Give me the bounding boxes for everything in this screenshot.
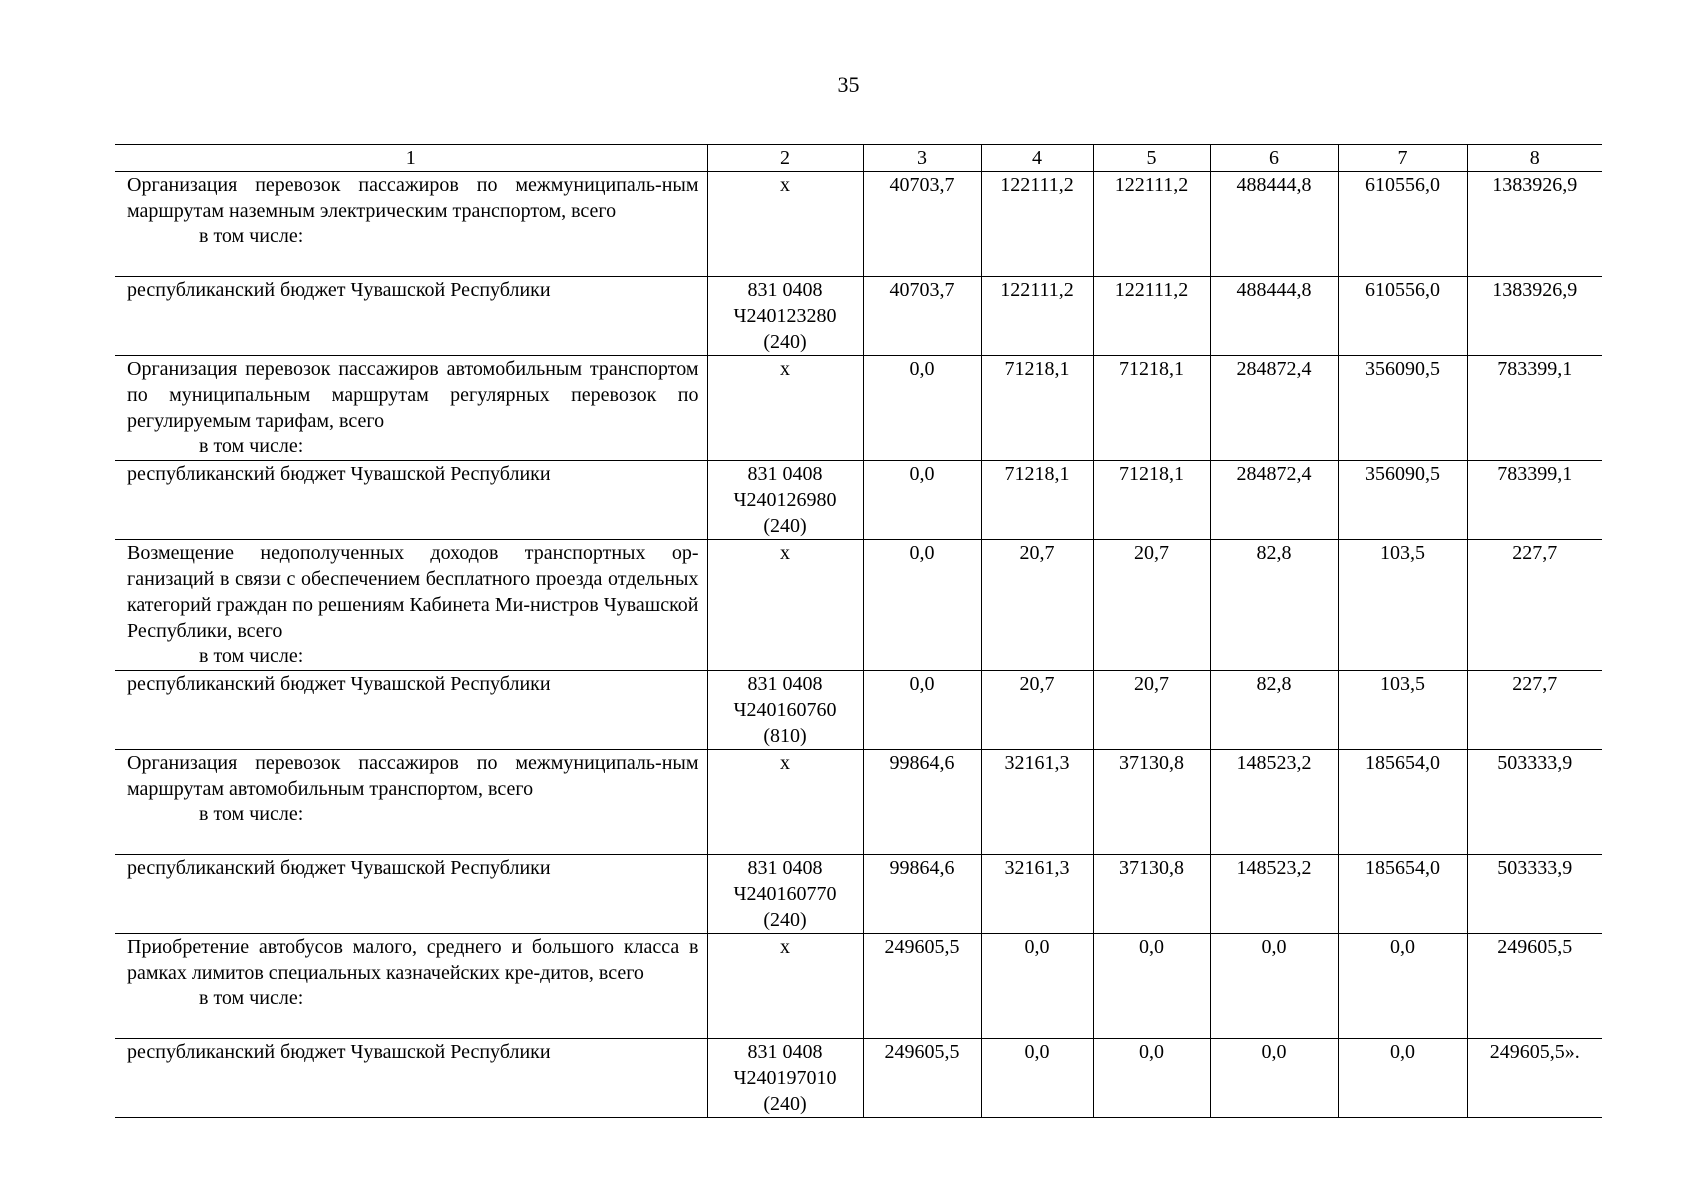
value-cell: 0,0 [1210, 934, 1338, 1039]
page-number: 35 [837, 72, 860, 97]
table-row-sub [115, 1039, 1602, 1118]
value-cell: 0,0 [1093, 1039, 1210, 1118]
value-cell: 356090,5 [1338, 356, 1467, 461]
row-name-cell [115, 934, 707, 1039]
value-cell: 503333,9 [1467, 750, 1602, 855]
budget-code-line: Ч240160760 [733, 699, 837, 721]
budget-code-line: Ч240160770 [733, 883, 837, 905]
budget-table [115, 144, 1602, 1118]
budget-code-line: Ч240197010 [733, 1067, 837, 1089]
value-cell: 610556,0 [1338, 172, 1467, 277]
sub-row-name: республиканский бюджет Чувашской Республики [115, 461, 707, 540]
value-cell: 1383926,9 [1467, 277, 1602, 356]
value-cell: 82,8 [1210, 540, 1338, 671]
header-cell: 6 [1210, 145, 1338, 172]
value-cell: 32161,3 [981, 750, 1093, 855]
row-name-cell [115, 540, 707, 671]
value-cell: 0,0 [1093, 934, 1210, 1039]
row-name-cell [115, 356, 707, 461]
sub-row-name: республиканский бюджет Чувашской Республики [115, 1039, 707, 1118]
value-cell: 610556,0 [1338, 277, 1467, 356]
value-cell: 783399,1 [1467, 461, 1602, 540]
value-cell: 0,0 [863, 540, 981, 671]
budget-code-cell [707, 1039, 863, 1118]
budget-code-line: Ч240126980 [733, 489, 837, 511]
value-cell: 284872,4 [1210, 461, 1338, 540]
budget-code-line: (240) [763, 515, 807, 537]
budget-code-cell [707, 356, 863, 461]
value-cell: 0,0 [863, 671, 981, 750]
value-cell: 37130,8 [1093, 750, 1210, 855]
budget-code-line: х [780, 936, 790, 958]
value-cell: 82,8 [1210, 671, 1338, 750]
value-cell: 71218,1 [981, 356, 1093, 461]
value-cell: 0,0 [981, 934, 1093, 1039]
header-cell: 3 [863, 145, 981, 172]
table-row-sub [115, 277, 1602, 356]
budget-code-cell [707, 671, 863, 750]
row-name-cell [115, 172, 707, 277]
budget-code-line: (240) [763, 1093, 807, 1115]
budget-code-cell [707, 172, 863, 277]
budget-code-line: Ч240123280 [733, 305, 837, 327]
table-row-main [115, 750, 1602, 855]
value-cell: 185654,0 [1338, 855, 1467, 934]
row-name-cell [115, 750, 707, 855]
budget-code-line: 831 0408 [747, 1041, 823, 1063]
value-cell: 227,7 [1467, 671, 1602, 750]
budget-code-cell [707, 540, 863, 671]
budget-code-cell [707, 855, 863, 934]
budget-code-cell [707, 750, 863, 855]
budget-code-line: 831 0408 [747, 279, 823, 301]
table-row-main [115, 934, 1602, 1039]
value-cell: 37130,8 [1093, 855, 1210, 934]
budget-code-line: (240) [763, 909, 807, 931]
value-cell: 99864,6 [863, 855, 981, 934]
table-row-sub [115, 671, 1602, 750]
value-cell: 103,5 [1338, 671, 1467, 750]
value-cell: 227,7 [1467, 540, 1602, 671]
table-row-main [115, 540, 1602, 671]
value-cell: 249605,5 [863, 934, 981, 1039]
header-cell: 2 [707, 145, 863, 172]
value-cell: 0,0 [1210, 1039, 1338, 1118]
value-cell: 249605,5 [863, 1039, 981, 1118]
value-cell: 783399,1 [1467, 356, 1602, 461]
budget-code-line: х [780, 542, 790, 564]
value-cell: 122111,2 [1093, 172, 1210, 277]
budget-code-cell [707, 934, 863, 1039]
value-cell: 0,0 [1338, 934, 1467, 1039]
value-cell: 488444,8 [1210, 277, 1338, 356]
row-name: Организация перевозок пассажиров по межмуниципаль-ным маршрутам автомобильным транспортом, всего [127, 752, 699, 800]
value-cell: 0,0 [863, 356, 981, 461]
sub-row-name: республиканский бюджет Чувашской Республики [115, 855, 707, 934]
table-header-row [115, 145, 1602, 172]
row-name: Организация перевозок пассажиров автомобильным транспортом по муниципальным маршрутам регулярных перевозок по регулируемым тарифам, всего [127, 358, 699, 432]
budget-code-line: 831 0408 [747, 673, 823, 695]
sub-row-name: республиканский бюджет Чувашской Республики [115, 277, 707, 356]
header-cell: 7 [1338, 145, 1467, 172]
value-cell: 503333,9 [1467, 855, 1602, 934]
budget-code-line: х [780, 358, 790, 380]
header-cell: 4 [981, 145, 1093, 172]
value-cell: 71218,1 [1093, 356, 1210, 461]
value-cell: 40703,7 [863, 277, 981, 356]
value-cell: 122111,2 [981, 172, 1093, 277]
value-cell: 249605,5». [1467, 1039, 1602, 1118]
value-cell: 0,0 [863, 461, 981, 540]
value-cell: 0,0 [981, 1039, 1093, 1118]
value-cell: 122111,2 [981, 277, 1093, 356]
value-cell: 185654,0 [1338, 750, 1467, 855]
value-cell: 0,0 [1338, 1039, 1467, 1118]
including-label: в том числе: [199, 645, 304, 667]
including-label: в том числе: [199, 803, 304, 825]
budget-code-cell [707, 277, 863, 356]
header-cell: 1 [115, 145, 707, 172]
budget-code-line: (240) [763, 331, 807, 353]
value-cell: 122111,2 [1093, 277, 1210, 356]
budget-code-line: 831 0408 [747, 463, 823, 485]
budget-code-line: (810) [763, 725, 807, 747]
value-cell: 356090,5 [1338, 461, 1467, 540]
value-cell: 20,7 [981, 671, 1093, 750]
table-row-sub [115, 855, 1602, 934]
header-cell: 5 [1093, 145, 1210, 172]
value-cell: 488444,8 [1210, 172, 1338, 277]
value-cell: 99864,6 [863, 750, 981, 855]
including-label: в том числе: [199, 435, 304, 457]
sub-row-name: республиканский бюджет Чувашской Республики [115, 671, 707, 750]
including-label: в том числе: [199, 225, 304, 247]
value-cell: 103,5 [1338, 540, 1467, 671]
table-row-main [115, 172, 1602, 277]
value-cell: 1383926,9 [1467, 172, 1602, 277]
budget-code-line: х [780, 752, 790, 774]
row-name: Организация перевозок пассажиров по межмуниципаль-ным маршрутам наземным электрическим транспортом, всего [127, 174, 699, 222]
value-cell: 71218,1 [1093, 461, 1210, 540]
budget-code-line: 831 0408 [747, 857, 823, 879]
value-cell: 32161,3 [981, 855, 1093, 934]
header-cell: 8 [1467, 145, 1602, 172]
table-row-sub [115, 461, 1602, 540]
value-cell: 249605,5 [1467, 934, 1602, 1039]
value-cell: 71218,1 [981, 461, 1093, 540]
value-cell: 40703,7 [863, 172, 981, 277]
value-cell: 20,7 [1093, 671, 1210, 750]
row-name: Приобретение автобусов малого, среднего и большого класса в рамках лимитов специальных казначейских кре-дитов, всего [127, 936, 699, 984]
table-row-main [115, 356, 1602, 461]
row-name: Возмещение недополученных доходов транспортных ор-ганизаций в связи с обеспечением бесплатного проезда отдельных категорий граждан по решениям Кабинета Ми-нистров Чувашской Республики, всего [127, 542, 699, 642]
value-cell: 284872,4 [1210, 356, 1338, 461]
budget-code-cell [707, 461, 863, 540]
value-cell: 148523,2 [1210, 855, 1338, 934]
value-cell: 20,7 [981, 540, 1093, 671]
value-cell: 148523,2 [1210, 750, 1338, 855]
including-label: в том числе: [199, 987, 304, 1009]
value-cell: 20,7 [1093, 540, 1210, 671]
budget-code-line: х [780, 174, 790, 196]
